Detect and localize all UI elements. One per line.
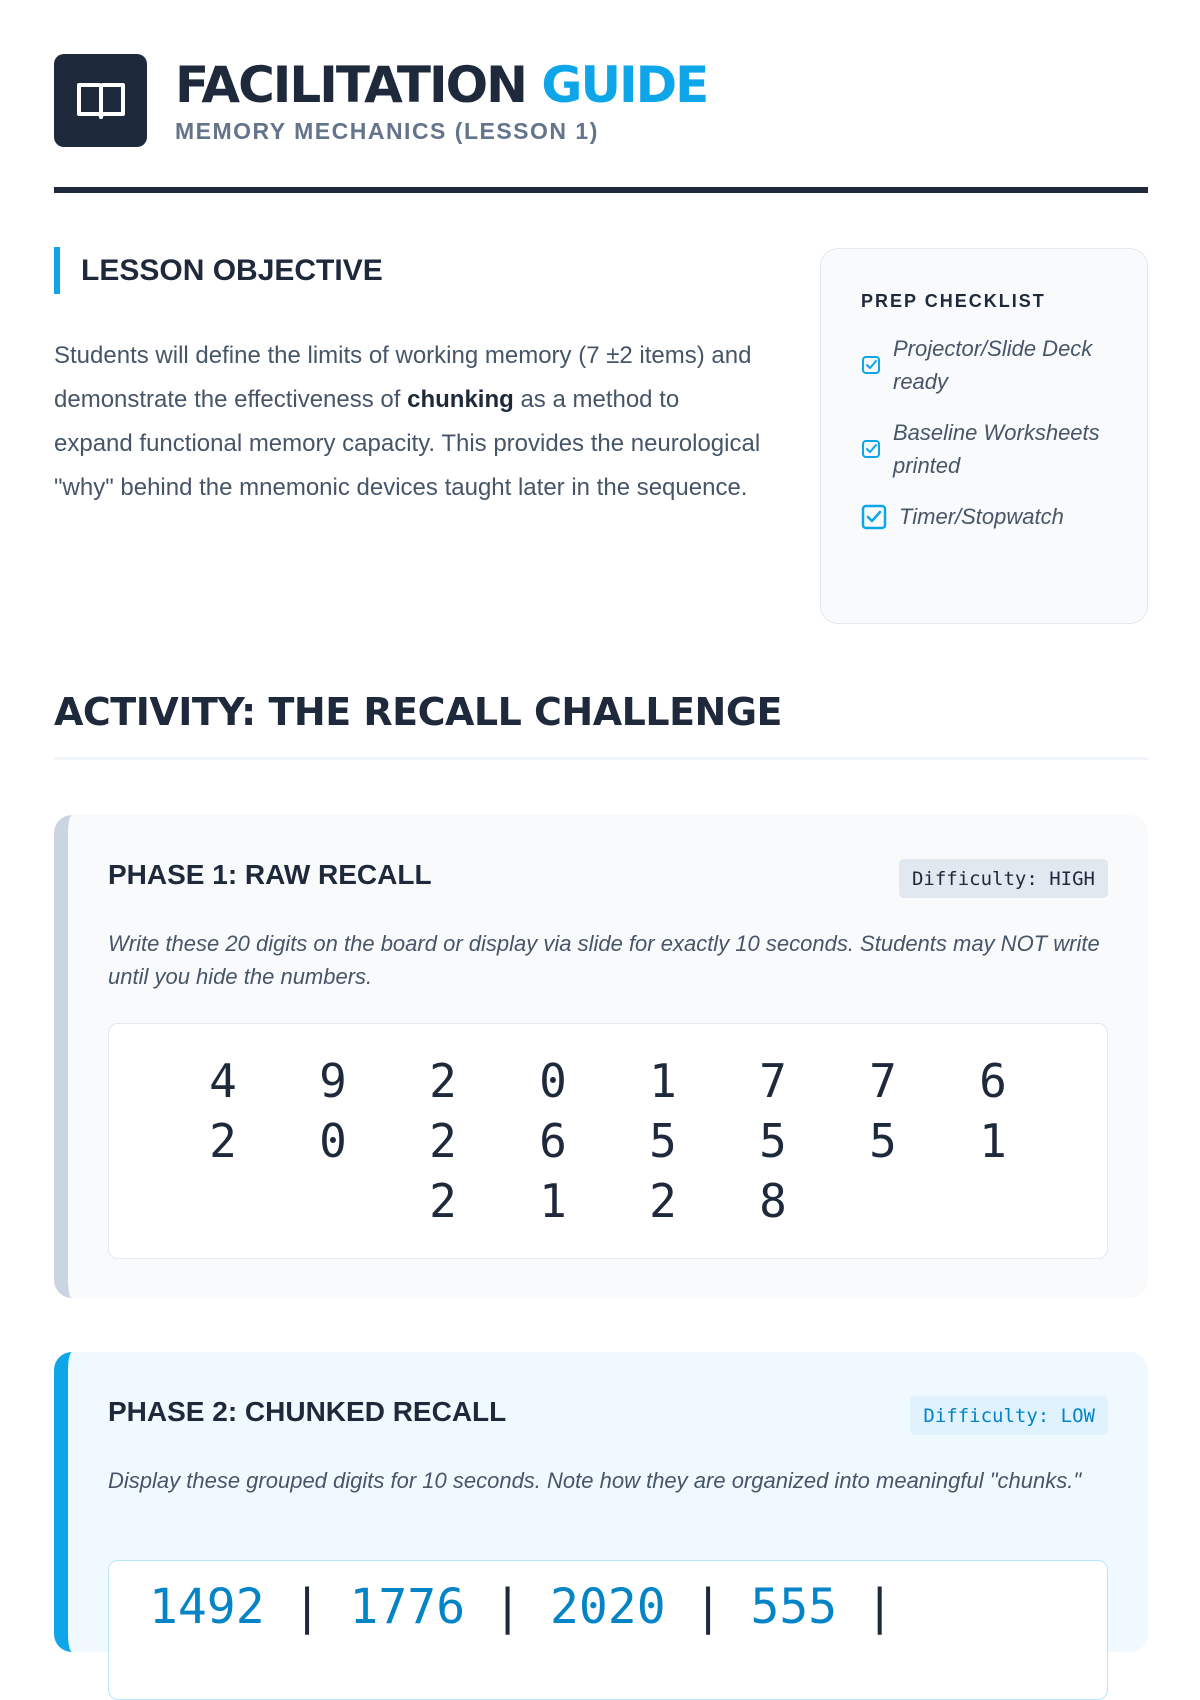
raw-digit: 1 <box>539 1174 567 1228</box>
chunk-separator: | <box>493 1579 522 1635</box>
raw-digit: 0 <box>319 1114 347 1168</box>
raw-digit: 2 <box>429 1114 457 1168</box>
chunked-digits <box>149 1579 1067 1635</box>
raw-digit: 8 <box>759 1174 787 1228</box>
checkbox-checked-icon[interactable] <box>861 439 881 459</box>
objective-text <box>54 334 764 510</box>
prep-checklist <box>861 332 1107 533</box>
page-header <box>54 54 1148 194</box>
raw-digit: 6 <box>979 1054 1007 1108</box>
objective-text-bold: chunking <box>407 386 514 413</box>
checkbox-checked-icon[interactable] <box>861 504 887 530</box>
page-subtitle: MEMORY MECHANICS (LESSON 1) <box>175 118 599 144</box>
raw-digit: 1 <box>979 1114 1007 1168</box>
prep-item[interactable] <box>861 500 1107 533</box>
raw-digits <box>133 1051 1083 1231</box>
raw-digit: 5 <box>759 1114 787 1168</box>
header-divider <box>54 187 1148 193</box>
prep-item-label: Timer/Stopwatch <box>899 504 1064 529</box>
digit-chunk: 1776 <box>349 1579 466 1635</box>
raw-digit: 9 <box>319 1054 347 1108</box>
phase-1-title: PHASE 1: RAW RECALL <box>108 859 432 890</box>
chunk-separator: | <box>292 1579 322 1635</box>
raw-digit: 4 <box>209 1054 237 1108</box>
prep-item-label: Projector/Slide Deck ready <box>893 336 1093 394</box>
digit-chunk: 555 <box>750 1579 838 1635</box>
raw-digit: 2 <box>649 1174 677 1228</box>
chunk-separator: | <box>865 1579 895 1635</box>
prep-item[interactable] <box>861 332 1107 398</box>
objective-text-end: as a method to expand functional memory capacity. This provides the neurological "why" behind the mnemonic devices taught later in the sequence. <box>54 386 761 501</box>
raw-digit: 5 <box>649 1114 677 1168</box>
digit-chunk: 1492 <box>149 1579 265 1635</box>
prep-item[interactable] <box>861 416 1107 482</box>
raw-digit: 2 <box>429 1054 457 1108</box>
checkbox-checked-icon[interactable] <box>861 355 881 375</box>
logo <box>54 54 147 147</box>
title-accent: GUIDE <box>541 56 708 114</box>
phase-2-title: PHASE 2: CHUNKED RECALL <box>108 1396 507 1427</box>
prep-item-label: Baseline Worksheets printed <box>893 420 1100 478</box>
activity-title: ACTIVITY: THE RECALL CHALLENGE <box>54 690 782 734</box>
chunk-separator: | <box>693 1579 723 1635</box>
phase-2-description: Display these grouped digits for 10 seconds. Note how they are organized into meaningful "chunks." <box>108 1468 1082 1493</box>
raw-digit: 2 <box>429 1174 457 1228</box>
chunked-digits-box <box>108 1560 1108 1700</box>
raw-digit: 5 <box>869 1114 897 1168</box>
raw-digit: 2 <box>209 1114 237 1168</box>
objective-text-start: Students will define the limits of working memory (7 ±2 items) and demonstrate the effectiveness of <box>54 342 752 413</box>
raw-digits-box <box>108 1023 1108 1259</box>
open-book-icon <box>75 79 127 123</box>
objective-heading: LESSON OBJECTIVE <box>54 247 383 294</box>
raw-digit: 1 <box>649 1054 677 1108</box>
phase-1-card <box>54 815 1148 1298</box>
prep-checklist-title: PREP CHECKLIST <box>861 291 1046 311</box>
difficulty-badge: Difficulty: HIGH <box>899 859 1108 898</box>
phase-1-description: Write these 20 digits on the board or display via slide for exactly 10 seconds. Students may NOT write until you hide the numbers. <box>108 931 1100 989</box>
raw-digit: 7 <box>869 1054 897 1108</box>
title-main: FACILITATION <box>175 56 526 114</box>
phase-2-card <box>54 1352 1148 1652</box>
raw-digit: 0 <box>539 1054 567 1108</box>
digit-chunk: 2020 <box>550 1579 666 1635</box>
page-title <box>175 56 707 114</box>
activity-divider <box>54 757 1148 760</box>
difficulty-badge: Difficulty: LOW <box>910 1396 1108 1435</box>
prep-checklist-card <box>820 248 1148 624</box>
raw-digit: 6 <box>539 1114 567 1168</box>
raw-digit: 7 <box>759 1054 787 1108</box>
